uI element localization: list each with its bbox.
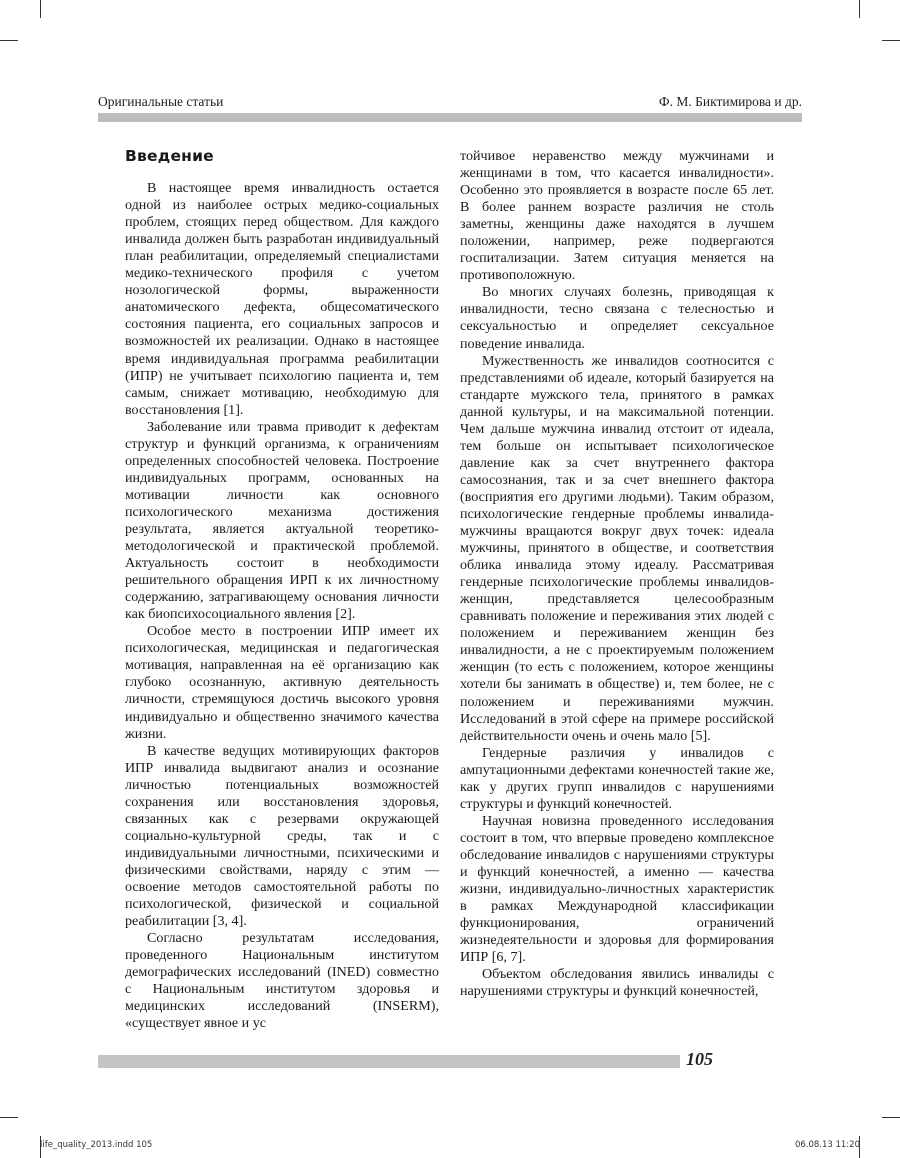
crop-mark-bottom-left-h (0, 1117, 18, 1118)
paragraph: Заболевание или травма приводит к дефектам структур и функций организма, к ограничениям определенных способностей человека. Построение индивидуальных программ, основанных на мотивации личности как основного психологического механизма достижения результата, является актуальной теоретико-методологической и практической проблемой. Актуальность состоит в необходимости решительного обращения ИРП к их личностному содержанию, затрагивающему основания личности как биопсихосоциального явления [2]. (125, 418, 439, 623)
paragraph: Гендерные различия у инвалидов с ампутационными дефектами конечностей такие же, как у других групп инвалидов с нарушениями структуры и функций конечностей. (460, 744, 774, 812)
crop-mark-bottom-right-h (882, 1117, 900, 1118)
running-header (98, 94, 802, 110)
crop-mark-top-left-h (0, 40, 18, 41)
right-column (460, 148, 774, 1000)
header-authors: Ф. М. Биктимирова и др. (658, 94, 802, 109)
left-column (125, 148, 439, 1032)
section-title: Введение (125, 147, 214, 165)
crop-mark-top-left-v (40, 0, 41, 18)
paragraph: Во многих случаях болезнь, приводящая к инвалидности, тесно связана с телесностью и сексуальностью и определяет сексуальное поведение инвалида. (460, 284, 774, 352)
header-section: Оригинальные статьи (98, 94, 224, 109)
page-number: 105 (686, 1049, 713, 1069)
slug-datetime: 06.08.13 11:20 (794, 1140, 860, 1150)
paragraph: Согласно результатам исследования, проведенного Национальным институтом демографических исследований (INED) совместно с Национальным институтом здоровья и медицинских исследований (INSERM), «существует явное и ус (125, 930, 439, 1032)
paragraph: В настоящее время инвалидность остается одной из наиболее острых медико-социальных проблем, стоящих перед обществом. Для каждого инвалида должен быть разработан индивидуальный план реабилитации, определяемый специалистами медико-технического профиля с учетом нозологической формы, выраженности анатомического дефекта, общесоматического состояния пациента, его социальных запросов и возможностей их реализации. Однако в настоящее время индивидуальная программа реабилитации (ИПР) не учитывает психологию пациента и, тем самым, снижает мотивацию, необходимую для восстановления [1]. (125, 180, 439, 418)
paragraph-continued: тойчивое неравенство между мужчинами и женщинами в том, что касается инвалидности». Особенно это проявляется в возрасте после 65 лет. В более раннем возрасте различия не столь заметны, женщины даже находятся в лучшем положении, например, реже подвергаются госпитализации. Затем ситуация меняется на противоположную. (460, 148, 774, 284)
paragraph: Мужественность же инвалидов соотносится с представлениями об идеале, который базируется на стандарте мужского тела, принятого в рамках данной культуры, и на максимальной потенции. Чем дальше мужчина инвалид отстоит от идеала, тем больше он испытывает психологическое давление как за счет внутреннего фактора самосознания, так и за счет внешнего фактора (восприятия его другими людьми). Таким образом, психологические гендерные проблемы инвалида-мужчины вращаются вокруг двух точек: идеала мужчины, принятого в обществе, и соответствия облика инвалида этому идеалу. Рассматривая гендерные психологические проблемы инвалидов-женщин, представляется целесообразным сравнивать положение и переживания этих людей с положением и переживанием женщин без инвалидности, а не с проектируемым положением женщин (то есть с положением, которое женщины хотели бы занимать в обществе) и, тем более, не с положением и переживаниями мужчин. Исследований в этой сфере на примере российской действительности очень и очень мало [5]. (460, 352, 774, 744)
header-bar (98, 113, 802, 122)
slug-file-info: life_quality_2013.indd 105 (40, 1140, 153, 1150)
crop-mark-top-right-v (859, 0, 860, 18)
crop-mark-top-right-h (882, 40, 900, 41)
paragraph: В качестве ведущих мотивирующих факторов ИПР инвалида выдвигают анализ и осознание личностью потенциальных возможностей сохранения или восстановления здоровья, связанных как с резервами окружающей социально-культурной среды, так и с индивидуальными личностными, психическими и физическими свойствами, наряду с этим — освоение методов самостоятельной работы по психологической, физической и социальной реабилитации [3, 4]. (125, 742, 439, 930)
paragraph: Объектом обследования явились инвалиды с нарушениями структуры и функций конечностей, (460, 966, 774, 1000)
footer-bar (98, 1055, 680, 1068)
paragraph: Научная новизна проведенного исследования состоит в том, что впервые проведено комплексное обследование инвалидов с нарушениями структуры и функций конечностей, а именно — качества жизни, индивидуально-личностных характеристик в рамках Международной классификации функционирования, ограничений жизнедеятельности и здоровья для формирования ИПР [6, 7]. (460, 812, 774, 966)
paragraph: Особое место в построении ИПР имеет их психологическая, медицинская и педагогическая мотивация, направленная на её организацию как глубоко осознанную, активную деятельность личности, стремящуюся достичь высокого уровня индивидуально и общественно значимого качества жизни. (125, 623, 439, 742)
